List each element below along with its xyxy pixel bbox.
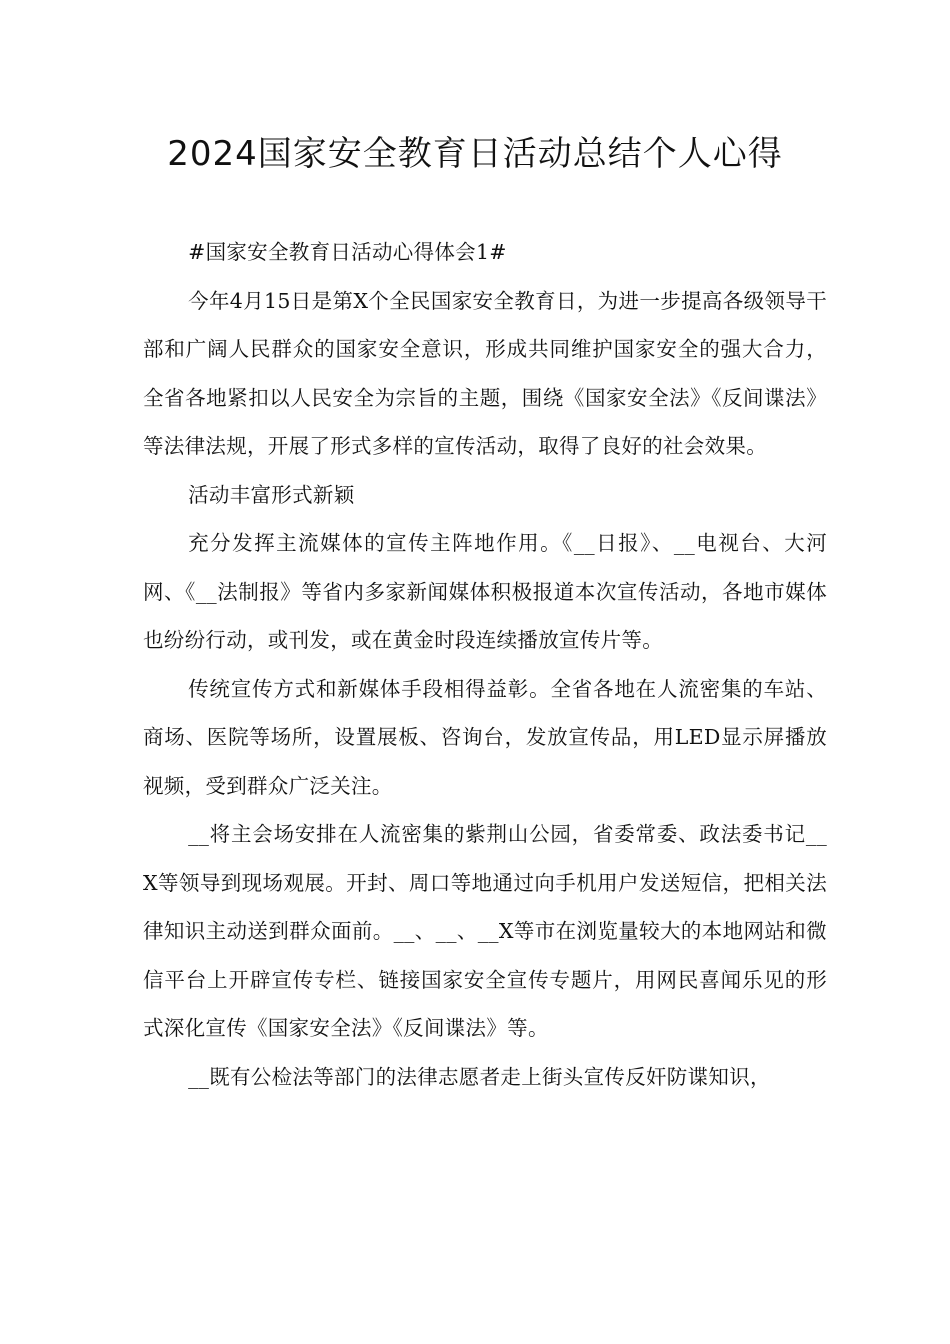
- section-heading: #国家安全教育日活动心得体会1#: [188, 240, 507, 264]
- subheading: 活动丰富形式新颖: [188, 482, 355, 507]
- paragraph: 传统宣传方式和新媒体手段相得益彰。全省各地在人流密集的车站、商场、医院等场所，设置展板、咨询台，发放宣传品，用LED显示屏播放视频，受到群众广泛关注。: [143, 676, 827, 798]
- document-body: [143, 228, 827, 1101]
- paragraph: __既有公检法等部门的法律志愿者走上街头宣传反奸防谍知识，: [188, 1064, 771, 1089]
- paragraph: 充分发挥主流媒体的宣传主阵地作用。《__日报》、__电视台、大河网、《__法制报》等省内多家新闻媒体积极报道本次宣传活动，各地市媒体也纷纷行动，或刊发，或在黄金时段连续播放宣传片等。: [143, 531, 827, 652]
- paragraph: 今年4月15日是第X个全民国家安全教育日，为进一步提高各级领导干部和广阔人民群众的国家安全意识，形成共同维护国家安全的强大合力，全省各地紧扣以人民安全为宗旨的主题，围绕《国家安全法》《反间谍法》等法律法规，开展了形式多样的宣传活动，取得了良好的社会效果。: [143, 288, 827, 458]
- document-title: 2024国家安全教育日活动总结个人心得: [167, 134, 783, 174]
- paragraph: __将主会场安排在人流密集的紫荆山公园，省委常委、政法委书记__X等领导到现场观展。开封、周口等地通过向手机用户发送短信，把相关法律知识主动送到群众面前。__、__、__X等市在浏览量较大的本地网站和微信平台上开辟宣传专栏、链接国家安全宣传专题片，用网民喜闻乐见的形式深化宣传《国家安全法》《反间谍法》等。: [143, 822, 827, 1040]
